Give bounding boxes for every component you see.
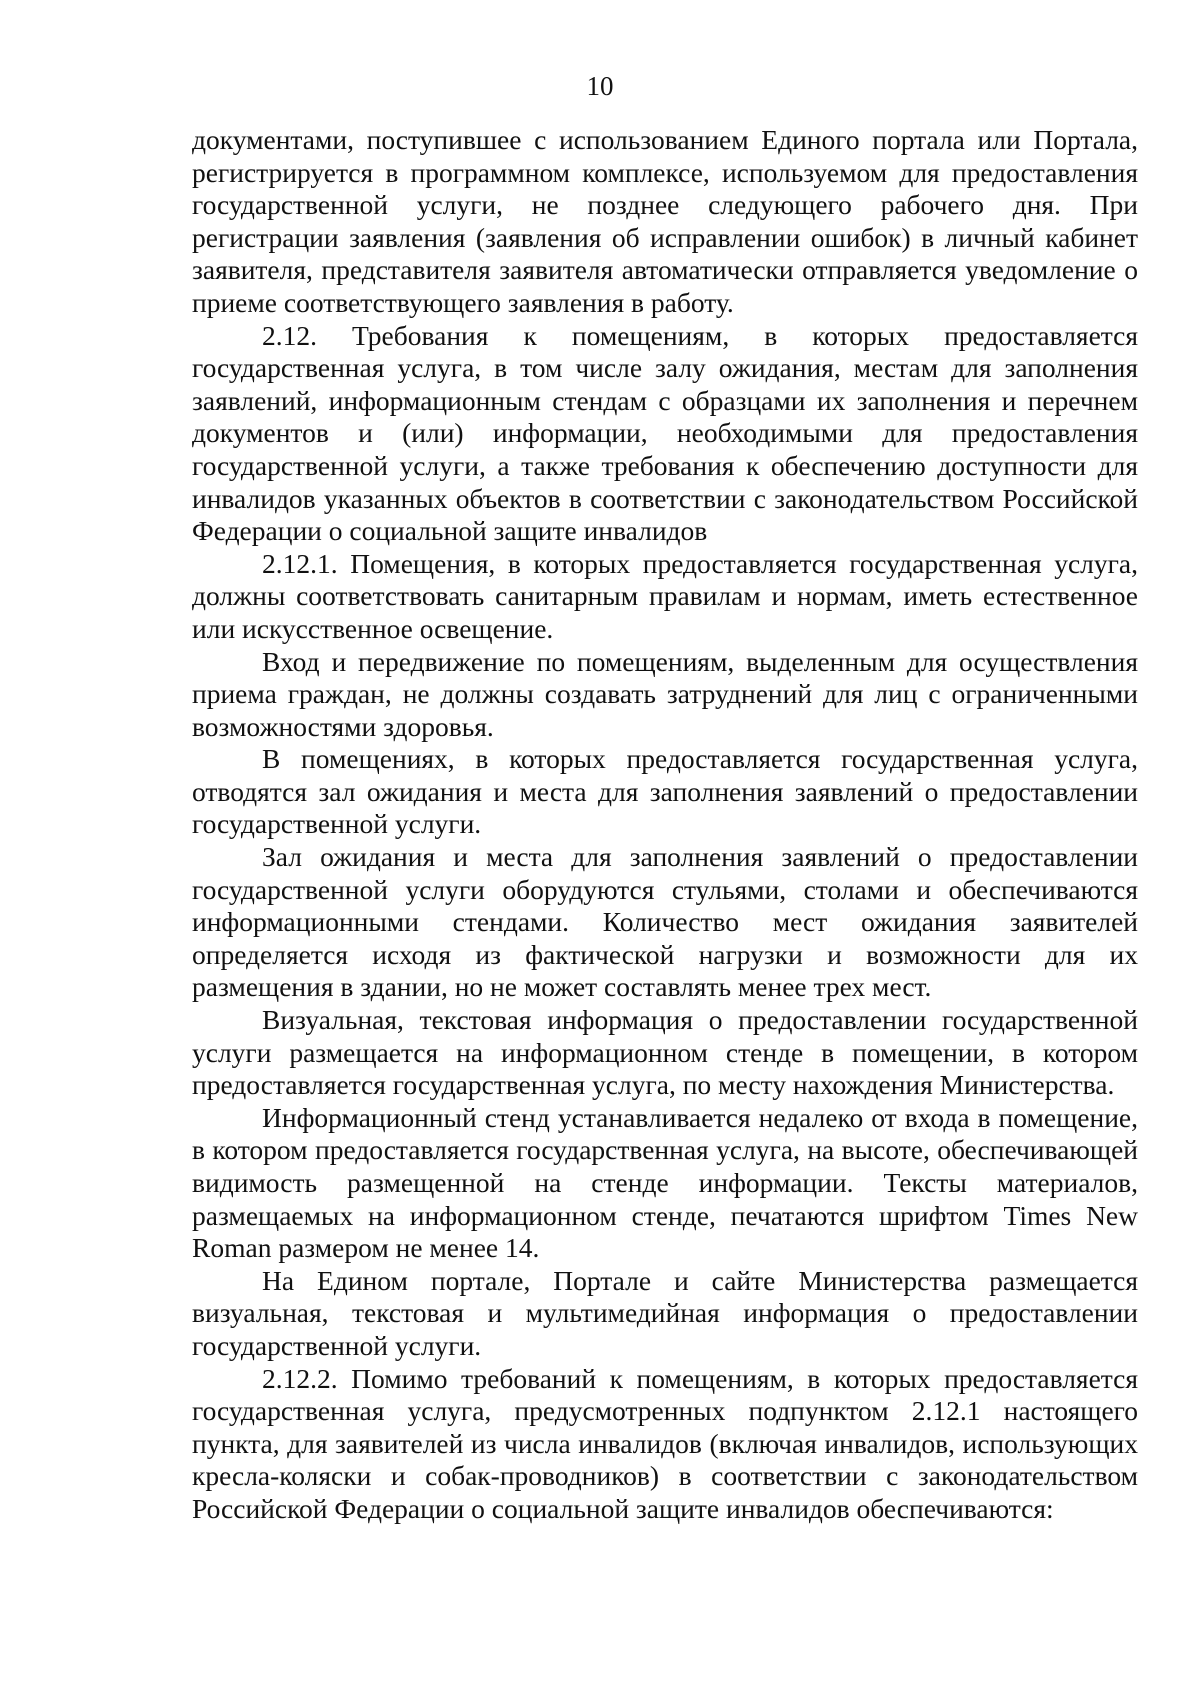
- paragraph-entrance: Вход и передвижение по помещениям, выделенным для осуществления приема граждан, не должны создавать затруднений для лиц с ограниченными возможностями здоровья.: [192, 645, 1138, 742]
- paragraph-section-2-12-heading: 2.12. Требования к помещениям, в которых предоставляется государственная услуга, в том числе залу ожидания, местам для заполнения заявлений, информационным стендам с образцами их заполнения и перечнем документов и (или) информации, необходимыми для предоставления государственной услуги, а также требования к обеспечению доступности для инвалидов указанных объектов в соответствии с законодательством Российской Федерации о социальной защите инвалидов: [192, 319, 1138, 547]
- paragraph-waiting-equipment: Зал ожидания и места для заполнения заявлений о предоставлении государственной услуги оборудуются стульями, столами и обеспечиваются информационными стендами. Количество мест ожидания заявителей определяется исходя из фактической нагрузки и возможности для их размещения в здании, но не может составлять менее трех мест.: [192, 841, 1138, 1003]
- paragraph-section-2-12-1: 2.12.1. Помещения, в которых предоставляется государственная услуга, должны соответствовать санитарным правилам и нормам, иметь естественное или искусственное освещение.: [192, 547, 1138, 644]
- document-body: [192, 124, 1138, 1526]
- paragraph-info-stand: Информационный стенд устанавливается недалеко от входа в помещение, в котором предоставляется государственная услуга, на высоте, обеспечивающей видимость размещенной на стенде информации. Тексты материалов, размещаемых на информационном стенде, печатаются шрифтом Times New Roman размером не менее 14.: [192, 1101, 1138, 1264]
- paragraph-section-2-12-2: 2.12.2. Помимо требований к помещениям, в которых предоставляется государственная услуга, предусмотренных подпунктом 2.12.1 настоящего пункта, для заявителей из числа инвалидов (включая инвалидов, использующих кресла-коляски и собак-проводников) в соответствии с законодательством Российской Федерации о социальной защите инвалидов обеспечиваются:: [192, 1362, 1138, 1524]
- paragraph-portal-info: На Едином портале, Портале и сайте Министерства размещается визуальная, текстовая и мультимедийная информация о предоставлении государственной услуги.: [192, 1264, 1138, 1361]
- paragraph-visual-info: Визуальная, текстовая информация о предоставлении государственной услуги размещается на информационном стенде в помещении, в котором предоставляется государственная услуга, по месту нахождения Министерства.: [192, 1004, 1138, 1101]
- page-number: 10: [586, 71, 614, 101]
- paragraph-continuation: документами, поступившее с использованием Единого портала или Портала, регистрируется в программном комплексе, используемом для предоставления государственной услуги, не позднее следующего рабочего дня. При регистрации заявления (заявления об исправлении ошибок) в личный кабинет заявителя, представителя заявителя автоматически отправляется уведомление о приеме соответствующего заявления в работу.: [192, 124, 1138, 318]
- paragraph-waiting-room: В помещениях, в которых предоставляется государственная услуга, отводятся зал ожидания и места для заполнения заявлений о предоставлении государственной услуги.: [192, 743, 1138, 840]
